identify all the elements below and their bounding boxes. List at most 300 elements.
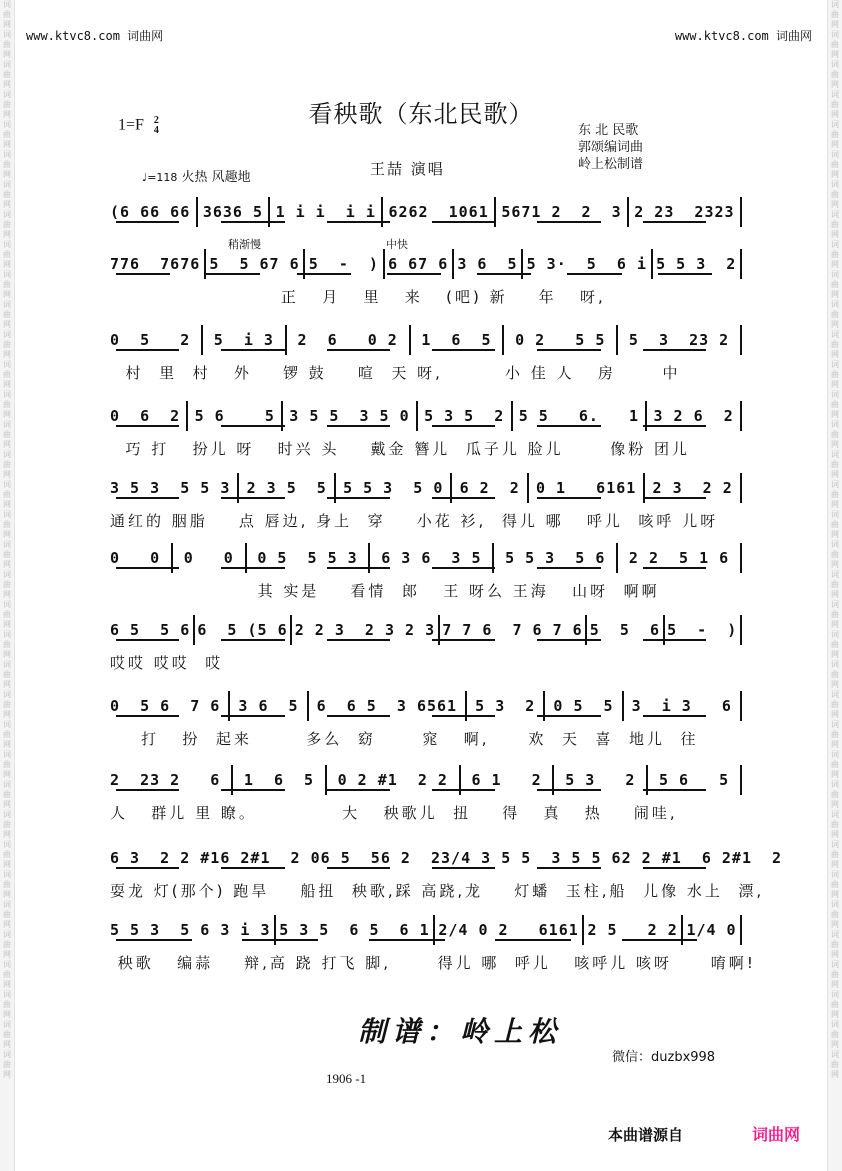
- measure: 2 3 5 5: [246, 479, 327, 497]
- watermark-char: 词: [3, 360, 11, 369]
- watermark-char: 词: [831, 420, 839, 429]
- watermark-char: 网: [3, 620, 11, 629]
- watermark-char: 词: [831, 960, 839, 969]
- measure: 2/4 0 2 6161: [438, 921, 579, 939]
- watermark-char: 词: [3, 420, 11, 429]
- watermark-char: 词: [3, 780, 11, 789]
- measure: 3 2 6 2: [653, 407, 734, 425]
- watermark-char: 网: [3, 890, 11, 899]
- watermark-char: 词: [831, 210, 839, 219]
- bar-line: [740, 765, 742, 795]
- beam-line: [221, 639, 284, 641]
- measure: 5 - ): [308, 255, 379, 273]
- notation-line: [110, 540, 742, 576]
- watermark-char: 词: [831, 510, 839, 519]
- beam-line: [116, 221, 179, 223]
- watermark-char: 词: [831, 300, 839, 309]
- bar-line: [416, 401, 418, 431]
- watermark-char: 词: [831, 60, 839, 69]
- measure: 6262 1061: [388, 203, 489, 221]
- beam-line: [432, 221, 495, 223]
- watermark-char: 词: [831, 840, 839, 849]
- measure: 3 6 5: [238, 697, 299, 715]
- measure: 5 6 5: [659, 771, 730, 789]
- beam-line: [369, 939, 445, 941]
- watermark-char: 网: [831, 410, 839, 419]
- beam-line: [116, 425, 179, 427]
- notation-line: [110, 398, 742, 434]
- watermark-char: 曲: [831, 130, 839, 139]
- watermark-char: 词: [3, 840, 11, 849]
- medium-fast-mark: 中快: [386, 238, 408, 251]
- watermark-char: 曲: [3, 670, 11, 679]
- measure: 3/4 3 5 5 3 5 5 6: [441, 849, 622, 867]
- watermark-char: 网: [3, 50, 11, 59]
- watermark-char: 网: [3, 230, 11, 239]
- left-watermark-strip: [0, 0, 15, 1171]
- beam-line: [116, 349, 179, 351]
- notation-line: [110, 194, 742, 230]
- tempo-expression: 火热 风趣地: [177, 170, 251, 185]
- beam-line: [537, 221, 600, 223]
- watermark-char: 曲: [831, 610, 839, 619]
- bar-line: [740, 691, 742, 721]
- bar-line: [201, 325, 203, 355]
- watermark-char: 曲: [831, 910, 839, 919]
- beam-line: [537, 715, 600, 717]
- measure: 5 5 3 5 6 3 i 3: [110, 921, 271, 939]
- measure: 5 6 5: [194, 407, 275, 425]
- watermark-char: 曲: [831, 100, 839, 109]
- watermark-char: 曲: [3, 280, 11, 289]
- measure: 5 i 3: [213, 331, 274, 349]
- measure: 5 3 2: [475, 697, 536, 715]
- watermark-char: 曲: [3, 130, 11, 139]
- watermark-char: 网: [831, 860, 839, 869]
- key-signature: [118, 116, 159, 136]
- watermark-char: 词: [3, 270, 11, 279]
- measure: 5 5 3 2: [656, 255, 737, 273]
- credits: [578, 122, 643, 173]
- transcriber-credit: 岭上松制谱: [578, 157, 644, 172]
- beam-line: [477, 273, 531, 275]
- watermark-char: 网: [3, 470, 11, 479]
- watermark-char: 词: [3, 570, 11, 579]
- beam-line: [327, 639, 390, 641]
- watermark-char: 网: [3, 1040, 11, 1049]
- watermark-char: 网: [3, 740, 11, 749]
- notation-line: [110, 470, 742, 506]
- watermark-char: 词: [831, 0, 839, 9]
- watermark-char: 词: [831, 570, 839, 579]
- watermark-char: 曲: [831, 700, 839, 709]
- watermark-char: 词: [831, 360, 839, 369]
- beam-line: [327, 867, 390, 869]
- singer-credit: 王喆 演唱: [370, 160, 445, 178]
- score-row: [110, 246, 742, 282]
- beam-line: [432, 639, 495, 641]
- lyrics-line: 打 扮 起来 多么 窈 窕 啊, 欢 天 喜 地儿 往: [110, 730, 699, 748]
- watermark-char: 网: [831, 950, 839, 959]
- beam-line: [643, 715, 706, 717]
- measure: 0 2 5 5: [515, 331, 606, 349]
- beam-line: [221, 221, 284, 223]
- watermark-char: 网: [831, 200, 839, 209]
- measure: 3636 5: [202, 203, 263, 221]
- watermark-char: 网: [831, 770, 839, 779]
- beam-line: [643, 221, 706, 223]
- beam-line: [116, 497, 179, 499]
- beam-line: [116, 639, 179, 641]
- watermark-char: 网: [831, 50, 839, 59]
- bar-line: [502, 325, 504, 355]
- beam-line: [327, 497, 390, 499]
- watermark-char: 网: [3, 800, 11, 809]
- measure: 6 3 2 2 #1: [110, 849, 221, 867]
- watermark-char: 网: [3, 290, 11, 299]
- watermark-char: 曲: [3, 880, 11, 889]
- measure: 6 1 2: [471, 771, 542, 789]
- beam-line: [432, 349, 495, 351]
- song-title: 看秧歌（东北民歌）: [308, 100, 534, 128]
- watermark-char: 网: [831, 1040, 839, 1049]
- slow-down-mark: 稍渐慢: [228, 238, 261, 251]
- watermark-char: 曲: [831, 640, 839, 649]
- watermark-char: 网: [3, 350, 11, 359]
- watermark-char: 曲: [831, 490, 839, 499]
- watermark-char: 词: [831, 390, 839, 399]
- measure: 5 - ): [667, 621, 738, 639]
- key-label: 1=F: [118, 116, 144, 134]
- watermark-char: 网: [831, 110, 839, 119]
- notation-line: [110, 612, 742, 648]
- watermark-char: 曲: [3, 760, 11, 769]
- watermark-char: 词: [831, 660, 839, 669]
- watermark-char: 曲: [3, 580, 11, 589]
- measure: 0 5 5: [553, 697, 614, 715]
- score-code: 1906 -1: [326, 1071, 367, 1086]
- measure: 2 23 2 6: [110, 771, 221, 789]
- watermark-char: 词: [3, 120, 11, 129]
- measure: 0 0: [110, 549, 161, 567]
- measure: 0 2 #1 2 2: [337, 771, 448, 789]
- watermark-char: 词: [3, 1050, 11, 1059]
- beam-line: [432, 867, 495, 869]
- measure: (6 66 66: [110, 203, 191, 221]
- watermark-char: 词: [3, 630, 11, 639]
- watermark-char: 网: [831, 320, 839, 329]
- beam-line: [432, 497, 495, 499]
- watermark-char: 曲: [3, 820, 11, 829]
- measure: 3 5 3 5 5 3: [110, 479, 231, 497]
- measure: 2 2 3 2 3 2 3: [294, 621, 436, 639]
- score-row: [110, 912, 742, 948]
- score-row: [110, 762, 742, 798]
- beam-line: [432, 715, 495, 717]
- measure: 3 i 3 6: [631, 697, 732, 715]
- time-signature-top: 2: [153, 115, 159, 126]
- watermark-char: 曲: [3, 100, 11, 109]
- watermark-char: 网: [3, 200, 11, 209]
- watermark-char: 网: [831, 80, 839, 89]
- beam-line: [116, 867, 179, 869]
- watermark-char: 曲: [3, 790, 11, 799]
- bar-line: [511, 401, 513, 431]
- bar-line: [307, 691, 309, 721]
- watermark-char: 曲: [3, 1000, 11, 1009]
- bar-line: [616, 543, 618, 573]
- measure: 2 3 2 2: [652, 479, 733, 497]
- watermark-char: 词: [831, 270, 839, 279]
- watermark-char: 曲: [3, 400, 11, 409]
- brand-link[interactable]: 词曲网: [752, 1125, 801, 1144]
- beam-line: [432, 425, 495, 427]
- watermark-char: 网: [831, 740, 839, 749]
- watermark-char: 曲: [831, 760, 839, 769]
- watermark-char: 网: [3, 1070, 11, 1079]
- bar-line: [582, 915, 584, 945]
- watermark-char: 网: [3, 680, 11, 689]
- watermark-char: 曲: [831, 670, 839, 679]
- notation-line: [110, 246, 742, 282]
- watermark-char: 词: [831, 120, 839, 129]
- watermark-char: 网: [3, 440, 11, 449]
- source-label: 本曲谱源自: [608, 1126, 684, 1144]
- measure: 5 5 3 5 6: [505, 549, 606, 567]
- beam-line: [221, 497, 284, 499]
- watermark-char: 曲: [831, 1030, 839, 1039]
- watermark-char: 网: [831, 530, 839, 539]
- bar-line: [740, 325, 742, 355]
- watermark-char: 网: [3, 170, 11, 179]
- watermark-char: 曲: [3, 490, 11, 499]
- bar-line: [627, 197, 629, 227]
- beam-line: [658, 273, 712, 275]
- watermark-char: 曲: [3, 70, 11, 79]
- watermark-char: 词: [3, 870, 11, 879]
- watermark-char: 网: [831, 260, 839, 269]
- measure: 2 6 0 2: [297, 331, 398, 349]
- beam-line: [327, 221, 390, 223]
- beam-line: [622, 939, 698, 941]
- bar-line: [651, 249, 653, 279]
- watermark-char: 曲: [831, 430, 839, 439]
- watermark-char: 网: [3, 80, 11, 89]
- watermark-char: 曲: [3, 550, 11, 559]
- watermark-char: 曲: [831, 190, 839, 199]
- watermark-char: 曲: [831, 520, 839, 529]
- watermark-char: 曲: [831, 790, 839, 799]
- watermark-char: 网: [3, 1010, 11, 1019]
- watermark-char: 网: [3, 410, 11, 419]
- measure: 5 5 6. 1: [518, 407, 640, 425]
- watermark-char: 词: [3, 180, 11, 189]
- watermark-char: 词: [3, 900, 11, 909]
- time-signature-bottom: 4: [153, 125, 159, 136]
- beam-line: [221, 715, 284, 717]
- watermark-char: 网: [831, 20, 839, 29]
- bar-line: [186, 401, 188, 431]
- watermark-char: 网: [831, 890, 839, 899]
- watermark-char: 网: [3, 650, 11, 659]
- watermark-char: 词: [3, 990, 11, 999]
- bar-line: [383, 249, 385, 279]
- score-row: [110, 840, 783, 876]
- watermark-char: 网: [831, 170, 839, 179]
- lyrics-line: 哎哎 哎哎 哎: [110, 654, 224, 672]
- watermark-char: 曲: [3, 730, 11, 739]
- arranger-signature: 制谱：岭上松: [358, 1015, 563, 1048]
- beam-line: [387, 273, 441, 275]
- beam-line: [495, 939, 571, 941]
- watermark-char: 词: [831, 690, 839, 699]
- measure: 6 5 5: [320, 849, 381, 867]
- watermark-char: 词: [3, 300, 11, 309]
- beam-line: [116, 715, 179, 717]
- notation-line: [110, 762, 742, 798]
- watermark-char: 曲: [831, 400, 839, 409]
- watermark-char: 曲: [3, 10, 11, 19]
- watermark-char: 网: [831, 1010, 839, 1019]
- notation-line: [110, 322, 742, 358]
- watermark-char: 曲: [3, 250, 11, 259]
- measure: 3 5 5 3 5 0: [289, 407, 410, 425]
- watermark-char: 网: [831, 830, 839, 839]
- watermark-char: 网: [3, 920, 11, 929]
- beam-line: [643, 567, 706, 569]
- measure: 2 23 2323: [634, 203, 735, 221]
- watermark-char: 网: [831, 560, 839, 569]
- watermark-char: 曲: [3, 1030, 11, 1039]
- bar-line: [740, 473, 742, 503]
- lyrics-line: 巧 打 扮儿 呀 时兴 头 戴金 簪儿 瓜子儿 脸儿 像粉 团儿: [110, 440, 690, 458]
- watermark-char: 词: [831, 780, 839, 789]
- watermark-char: 网: [3, 950, 11, 959]
- watermark-char: 词: [3, 930, 11, 939]
- watermark-char: 曲: [831, 850, 839, 859]
- measure: 5 3 23 2: [628, 331, 730, 349]
- watermark-char: 曲: [3, 220, 11, 229]
- site-header-left[interactable]: www.ktvc8.com 词曲网: [26, 29, 164, 43]
- watermark-char: 曲: [3, 430, 11, 439]
- watermark-char: 曲: [831, 880, 839, 889]
- watermark-char: 网: [3, 560, 11, 569]
- watermark-char: 词: [831, 810, 839, 819]
- watermark-char: 网: [3, 770, 11, 779]
- watermark-char: 曲: [831, 250, 839, 259]
- bar-line: [193, 615, 195, 645]
- watermark-char: 曲: [3, 310, 11, 319]
- watermark-char: 网: [831, 1070, 839, 1079]
- watermark-char: 词: [3, 720, 11, 729]
- bar-line: [740, 249, 742, 279]
- beam-line: [221, 349, 284, 351]
- bar-line: [409, 325, 411, 355]
- site-header-right[interactable]: www.ktvc8.com 词曲网: [674, 29, 812, 43]
- watermark-char: 网: [3, 380, 11, 389]
- measure: 2 2 #1 6 2#1 2: [621, 849, 783, 867]
- notation-line: [110, 912, 742, 948]
- watermark-char: 曲: [3, 850, 11, 859]
- watermark-char: 曲: [831, 40, 839, 49]
- origin-credit: 东 北 民歌: [578, 123, 639, 138]
- score-row: [110, 470, 742, 506]
- watermark-char: 词: [831, 540, 839, 549]
- beam-line: [327, 425, 390, 427]
- measure: 2 2 5 1 6: [628, 549, 730, 567]
- watermark-char: 曲: [3, 940, 11, 949]
- watermark-char: 词: [831, 180, 839, 189]
- notation-line: [110, 688, 742, 724]
- watermark-char: 网: [831, 920, 839, 929]
- watermark-char: 曲: [3, 610, 11, 619]
- beam-line: [242, 939, 318, 941]
- watermark-char: 网: [831, 140, 839, 149]
- watermark-char: 曲: [3, 640, 11, 649]
- watermark-char: 网: [831, 680, 839, 689]
- watermark-char: 词: [831, 750, 839, 759]
- lyrics-line: 秧歌 编蒜 辩,高 跷 打飞 脚, 得儿 哪 呼儿 咳呼儿 咳呀 唷啊!: [110, 954, 756, 972]
- measure: 1 6 5: [421, 331, 492, 349]
- beam-line: [643, 639, 706, 641]
- right-watermark-strip: [827, 0, 842, 1171]
- measure: 5 3 5 2: [424, 407, 505, 425]
- measure: 6 3 6 3 5: [381, 549, 482, 567]
- watermark-char: 曲: [3, 970, 11, 979]
- lyrics-line: 耍龙 灯(那个) 跑旱 船扭 秧歌,踩 高跷,龙 灯蟠 玉柱,船 儿像 水上 漂,: [110, 882, 765, 900]
- watermark-char: 曲: [831, 160, 839, 169]
- bar-line: [616, 325, 618, 355]
- tempo-marking: [142, 166, 251, 185]
- watermark-char: 词: [3, 1020, 11, 1029]
- watermark-char: 曲: [3, 40, 11, 49]
- watermark-char: 词: [831, 330, 839, 339]
- watermark-char: 词: [3, 750, 11, 759]
- watermark-char: 词: [831, 720, 839, 729]
- beam-line: [221, 425, 284, 427]
- watermark-char: 曲: [3, 160, 11, 169]
- bar-line: [290, 615, 292, 645]
- watermark-char: 曲: [831, 10, 839, 19]
- score-row: [110, 540, 742, 576]
- beam-line: [537, 639, 600, 641]
- watermark-char: 词: [831, 450, 839, 459]
- watermark-char: 词: [831, 990, 839, 999]
- watermark-char: 词: [831, 1020, 839, 1029]
- watermark-char: 曲: [3, 520, 11, 529]
- watermark-char: 词: [3, 90, 11, 99]
- watermark-char: 网: [3, 590, 11, 599]
- bar-line: [622, 691, 624, 721]
- watermark-char: 词: [3, 690, 11, 699]
- watermark-char: 网: [3, 710, 11, 719]
- score-row: [110, 322, 742, 358]
- bar-line: [740, 543, 742, 573]
- score-row: [110, 612, 742, 648]
- beam-line: [432, 789, 495, 791]
- measure: 1/4 0: [686, 921, 737, 939]
- measure: 5 5 67 6: [209, 255, 300, 273]
- bar-line: [740, 401, 742, 431]
- watermark-char: 曲: [831, 730, 839, 739]
- watermark-char: 词: [3, 390, 11, 399]
- watermark-char: 曲: [3, 370, 11, 379]
- watermark-char: 词: [3, 60, 11, 69]
- watermark-char: 词: [831, 480, 839, 489]
- watermark-char: 曲: [831, 1000, 839, 1009]
- beam-line: [116, 273, 170, 275]
- watermark-char: 词: [3, 480, 11, 489]
